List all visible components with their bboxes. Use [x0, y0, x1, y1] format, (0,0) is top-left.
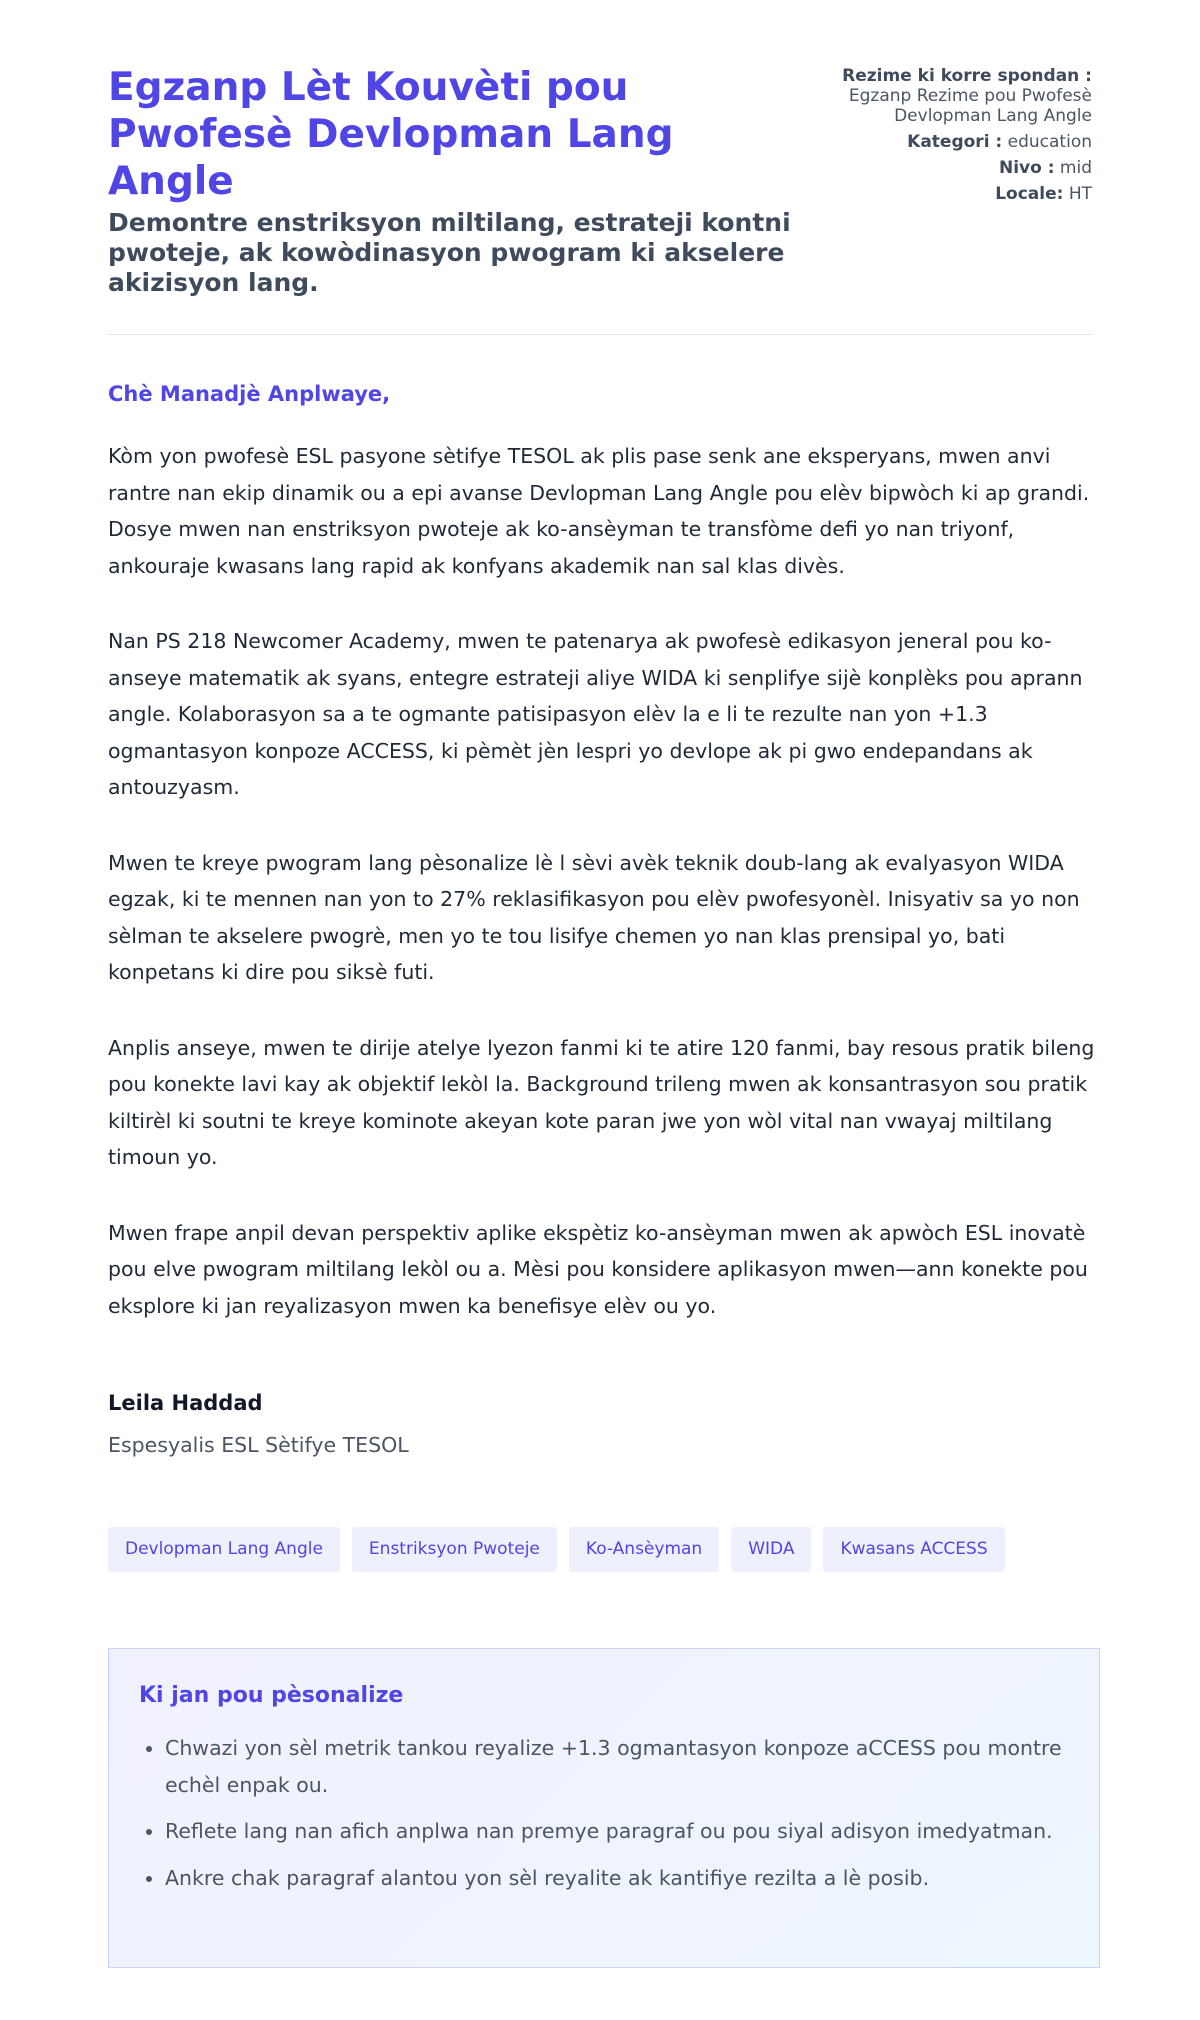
- tag-co-teaching[interactable]: Ko-Ansèyman: [569, 1527, 719, 1572]
- page-subtitle: Demontre enstriksyon miltilang, estrateji kontni pwoteje, ak kowòdinasyon pwogram ki akselere akizisyon lang.: [108, 208, 791, 297]
- meta-panel: [772, 66, 1092, 210]
- tag-access-growth[interactable]: Kwasans ACCESS: [823, 1527, 1004, 1572]
- meta-resume-label: Rezime ki korre spondan :: [842, 66, 1092, 86]
- skill-tags: [108, 1527, 1005, 1572]
- letter-paragraph-4: Anplis anseye, mwen te dirije atelye lyezon fanmi ki te atire 120 fanmi, bay resous pratik bileng pou konekte lavi kay ak objektif lekòl la. Background trileng mwen ak konsantrasyon sou pratik kiltirèl ki soutni te kreye kominote akeyan kote paran jwe yon wòl vital nan vwayaj miltilang timoun yo.: [108, 1035, 1095, 1169]
- letter-header: [108, 0, 1092, 335]
- meta-level-value: mid: [1059, 158, 1092, 178]
- letter-paragraph-2: Nan PS 218 Newcomer Academy, mwen te patenarya ak pwofesè edikasyon jeneral pou ko-anseye matematik ak syans, entegre estrateji aliye WIDA ki senplifye sijè konplèks pou aprann angle. Kolaborasyon sa a te ogmante patisipasyon elèv la e li te rezulte nan yon +1.3 ogmantasyon konpoze ACCESS, ki pèmèt jèn lespri yo devlope ak pi gwo endepandans ak antouzyasm.: [108, 629, 1083, 799]
- meta-resume-link[interactable]: Egzanp Rezime pou Pwofesè Devlopman Lang Angle: [848, 86, 1092, 126]
- tip-item-1: • Chwazi yon sèl metrik tankou reyalize +1.3 ogmantasyon konpoze aCCESS pou montre echèl enpak ou.: [165, 1730, 1069, 1803]
- meta-level-label: Nivo :: [998, 158, 1055, 178]
- tip-item-2: • Reflete lang nan afich anplwa nan premye paragraf ou pou siyal adisyon imedyatman.: [165, 1813, 1069, 1850]
- letter-paragraph-1: Kòm yon pwofesè ESL pasyone sètifye TESOL ak plis pase senk ane eksperyans, mwen anvi rantre nan ekip dinamik ou a epi avanse Devlopman Lang Angle pou elèv bipwòch ki ap grandi. Dosye mwen nan enstriksyon pwoteje ak ko-ansèyman te transfòme defi yo nan triyonf, ankouraje kwasans lang rapid ak konfyans akademik nan sal klas divès.: [108, 444, 1090, 578]
- meta-category: [772, 132, 1092, 152]
- letter-paragraph-5: Mwen frape anpil devan perspektiv aplike ekspètiz ko-ansèyman mwen ak apwòch ESL inovatè pou elve pwogram miltilang lekòl ou a. Mèsi pou konsidere aplikasyon mwen—ann konekte pou eksplore ki jan reyalizasyon mwen ka benefisye elèv ou yo.: [108, 1220, 1088, 1318]
- meta-resume: [772, 66, 1092, 126]
- salutation: Chè Manadjè Anplwaye,: [108, 382, 391, 406]
- meta-category-label: Kategori :: [907, 132, 1003, 152]
- tip-item-3: • Ankre chak paragraf alantou yon sèl reyalite ak kantifiye rezilta a lè posib.: [165, 1860, 1069, 1897]
- signature-name: Leila Haddad: [108, 1391, 263, 1415]
- tag-english-language-development[interactable]: Devlopman Lang Angle: [108, 1527, 340, 1572]
- page-title: Egzanp Lèt Kouvèti pou Pwofesè Devlopman Lang Angle: [108, 65, 674, 204]
- letter-paragraph-3: Mwen te kreye pwogram lang pèsonalize lè l sèvi avèk teknik doub-lang ak evalyasyon WIDA egzak, ki te mennen nan yon to 27% reklasifikasyon pou elèv pwofesyonèl. Inisyativ sa yo non sèlman te akselere pwogrè, men yo te tou lisifye chemen yo nan klas prensipal yo, bati konpetans ki dire pou siksè futi.: [108, 850, 1080, 984]
- tips-heading: Ki jan pou pèsonalize: [139, 1683, 404, 1708]
- meta-locale-value: HT: [1068, 184, 1092, 204]
- tag-wida[interactable]: WIDA: [731, 1527, 811, 1572]
- signature-title: Espesyalis ESL Sètifye TESOL: [108, 1433, 409, 1457]
- meta-level: [772, 158, 1092, 178]
- tag-sheltered-instruction[interactable]: Enstriksyon Pwoteje: [352, 1527, 557, 1572]
- letter-body: [108, 438, 1098, 1363]
- tips-list: [139, 1730, 1069, 1896]
- meta-locale-label: Locale:: [995, 184, 1064, 204]
- customization-tips: [108, 1648, 1100, 1968]
- meta-category-value: education: [1007, 132, 1092, 152]
- meta-locale: [772, 184, 1092, 204]
